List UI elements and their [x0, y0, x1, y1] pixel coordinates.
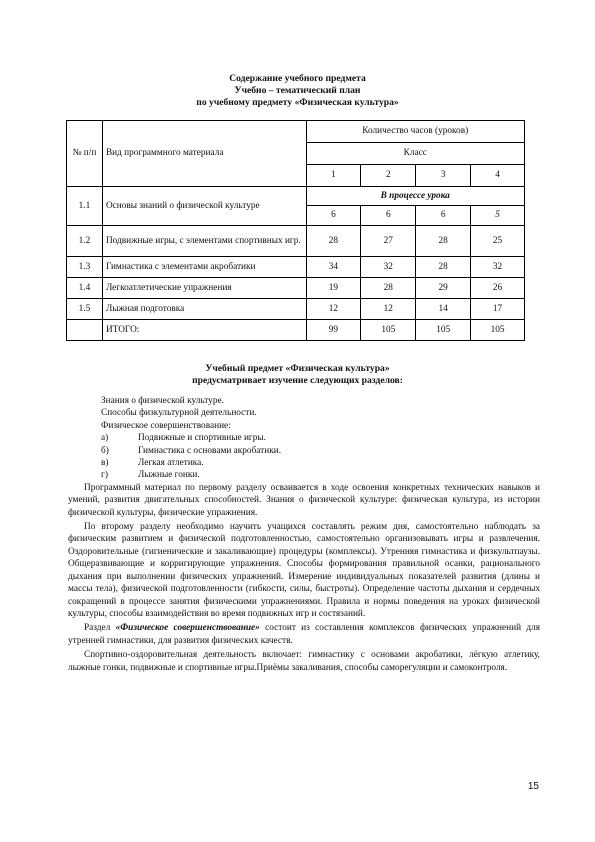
row-value: 12 — [306, 299, 361, 320]
list-marker: в) — [101, 458, 109, 469]
row-value: 19 — [306, 278, 361, 299]
list-text: Легкая атлетика. — [138, 458, 204, 469]
paragraph-1: Программный материал по первому разделу осваивается в ходе освоения конкретных технических навыков и умений, развития двигательных способностей. Знания о физической культуре: физическая культура, из истории физической культуры, физические упражнения. — [68, 482, 540, 518]
row-value: 6 — [306, 206, 361, 226]
list-marker: г) — [101, 470, 108, 481]
paragraph-4: Спортивно-оздоровительная деятельность включает: гимнастику с основами акробатики, лёгкую атлетику, лыжные гонки, подвижные и спортивные игры.Приёмы закаливания, способы саморегуляции и самоконтроля. — [68, 650, 540, 673]
row-value: 28 — [306, 226, 361, 257]
heading-line-2: Учебно – тематический план — [234, 85, 361, 96]
row-name: ИТОГО: — [102, 320, 306, 341]
row-name: Гимнастика с элементами акробатики — [102, 257, 306, 278]
row-num: 1.3 — [67, 257, 103, 278]
row-value: 6 — [416, 206, 471, 226]
row-value: 6 — [361, 206, 416, 226]
row-value: 17 — [471, 299, 525, 320]
row-value: 34 — [306, 257, 361, 278]
list-item — [85, 445, 540, 457]
row-value: 14 — [416, 299, 471, 320]
header-hours: Количество часов (уроков) — [306, 121, 525, 143]
document-heading — [0, 73, 595, 109]
paragraph-2: По второму разделу необходимо научить учащихся составлять режим дня, самостоятельно наблюдать за физическим развитием и физической подготовленностью, самостоятельно организовывать игры и развлечения. Оздоровительные (гигиенические и закаливающие) процедуры (комплексы). Утренняя гимнастика и физкультпаузы. Общеразвивающие и корригирующие упражнения. Способы формирования правильной осанки, рационального дыхания при выполнении физических упражнений. Измерение индивидуальных показателей развития (длины и массы тела), физической подготовленности (гибкости, силы, быстроты). Определение частоты дыхания и сердечных сокращений в процессе занятия физическими упражнениями. Правила и нормы поведения на уроках физической культуры, способы взаимодействия во время подвижных игр и состязаний. — [68, 522, 540, 619]
row-value: 105 — [471, 320, 525, 341]
section-heading — [0, 363, 595, 387]
row-value: 28 — [361, 278, 416, 299]
paragraph-3 — [68, 622, 540, 647]
class-2: 2 — [361, 165, 416, 187]
section-item: Способы физкультурной деятельности. — [101, 408, 257, 419]
paragraph-3-rest: состоит из составления комплексов физических упражнений для утренней гимнастики, для развития физических качеств. — [68, 623, 541, 646]
paragraph-3-emphasis: «Физическое совершенствование» — [115, 623, 260, 634]
row-name: Основы знаний о физической культуре — [102, 187, 306, 226]
row-name: Легкоатлетические упражнения — [102, 278, 306, 299]
row-value: 105 — [416, 320, 471, 341]
list-item — [85, 457, 540, 469]
heading-line-1: Содержание учебного предмета — [229, 73, 366, 84]
thematic-plan-table — [66, 120, 525, 341]
row-num: 1.5 — [67, 299, 103, 320]
section-body — [68, 395, 541, 674]
heading-line-3: по учебному предмету «Физическая культура» — [196, 97, 399, 108]
row-num: 1.1 — [67, 187, 103, 226]
list-text: Подвижные и спортивные игры. — [138, 433, 266, 444]
row-value: 105 — [361, 320, 416, 341]
row-value: 12 — [361, 299, 416, 320]
row-value: 27 — [361, 226, 416, 257]
row-value: 32 — [471, 257, 525, 278]
section-title-2: предусматривает изучение следующих разделов: — [192, 375, 403, 386]
section-title-1: Учебный предмет «Физическая культура» — [205, 363, 390, 374]
row-value: 25 — [471, 226, 525, 257]
row-value: 32 — [361, 257, 416, 278]
section-item: Знания о физической культуре. — [101, 396, 224, 406]
header-class: Класс — [306, 143, 525, 165]
list-item — [85, 432, 540, 444]
row-value: 28 — [416, 257, 471, 278]
row-value: 5 — [471, 206, 525, 226]
row-name: Лыжная подготовка — [102, 299, 306, 320]
page-number: 15 — [527, 781, 539, 792]
row-value: 26 — [471, 278, 525, 299]
paragraph-3-prefix: Раздел — [84, 623, 116, 634]
row-value: 29 — [416, 278, 471, 299]
class-4: 4 — [471, 165, 525, 187]
list-marker: б) — [101, 445, 109, 456]
row-num: 1.4 — [67, 278, 103, 299]
section-item: Физическое совершенствование: — [101, 420, 231, 431]
row-num: 1.2 — [67, 226, 103, 257]
list-marker: а) — [101, 433, 109, 444]
row-value: 99 — [306, 320, 361, 341]
list-text: Лыжные гонки. — [138, 470, 200, 481]
row-note: В процессе урока — [306, 187, 525, 206]
row-num — [67, 320, 103, 341]
header-num: № п/п — [67, 121, 103, 187]
row-value: 28 — [416, 226, 471, 257]
list-text: Гимнастика с основами акробатики. — [138, 445, 282, 456]
class-3: 3 — [416, 165, 471, 187]
row-name: Подвижные игры, с элементами спортивных игр. — [102, 226, 306, 257]
header-material: Вид программного материала — [102, 121, 306, 187]
list-item — [85, 469, 540, 481]
class-1: 1 — [306, 165, 361, 187]
